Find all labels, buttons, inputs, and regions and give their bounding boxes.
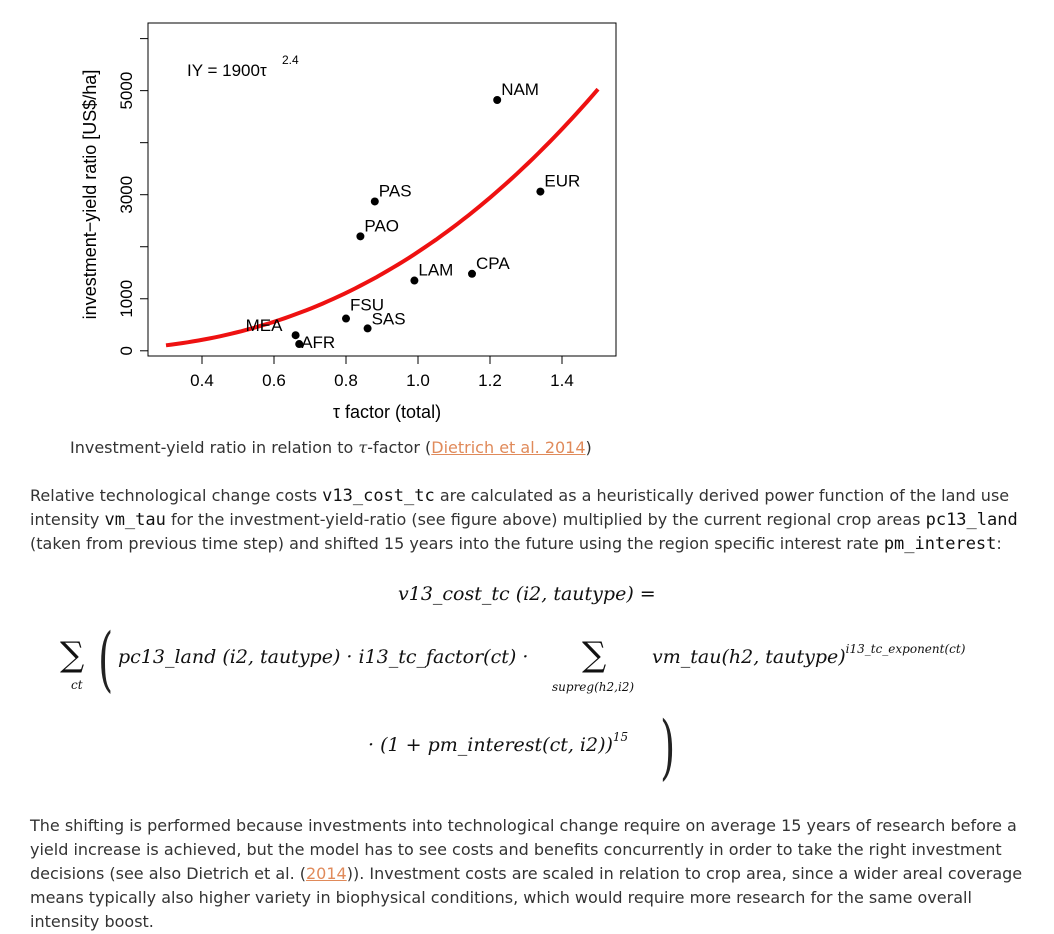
y-tick-label: 3000 <box>117 175 136 214</box>
paragraph-2: The shifting is performed because investments into technological change require on average 15 years of research before a yield increase is achieved, but the model has to see costs and benefits concurrently in order to take the right investment decisions (see also Dietrich et al. (2014)). Investment costs are scaled in relation to crop area, since a wider areal coverage means typically also higher variety in biophysical conditions, which would require more research for the same overall intensity boost. <box>30 816 1023 931</box>
data-point-pas <box>371 197 379 205</box>
caption-text-end: ) <box>585 438 592 457</box>
x-tick-label: 1.0 <box>406 371 430 390</box>
code-pm-interest: pm_interest <box>883 534 997 554</box>
data-label-pas: PAS <box>378 181 412 201</box>
data-point-lam <box>410 277 418 285</box>
y-tick-label: 0 <box>117 346 136 356</box>
data-label-afr: AFR <box>301 333 336 353</box>
y-tick-label: 5000 <box>117 71 136 110</box>
sum-subscript-supreg: supreg(h2,i2) <box>552 680 635 694</box>
code-vm-tau: vm_tau <box>104 510 166 530</box>
data-point-sas <box>364 324 372 332</box>
equation-term-2: vm_tau(h2, tautype)$^{i13\_tc\_exponent(ct)}$ <box>652 642 966 668</box>
data-label-mea: MEA <box>245 316 283 336</box>
sum-symbol-supreg: ∑ <box>582 635 607 675</box>
exponent-tc: i13_tc_exponent(ct) <box>845 642 966 656</box>
figure-caption <box>70 438 592 457</box>
figure-chart <box>60 10 630 430</box>
caption-tau: τ <box>358 438 368 457</box>
exponent-15: 15 <box>612 730 629 744</box>
data-label-lam: LAM <box>418 260 454 280</box>
paragraph-1: Relative technological change costs v13_cost_tc are calculated as a heuristically derived power function of the land use intensity vm_tau for the investment-yield-ratio (see figure above) multiplied by the current regional crop areas pc13_land (taken from previous time step) and shifted 15 years into the future using the region specific interest rate pm_interest: <box>30 486 1018 554</box>
caption-text: Investment-yield ratio in relation to <box>70 438 359 457</box>
x-axis-label: τ factor (total) <box>332 402 442 422</box>
data-label-cpa: CPA <box>476 253 510 273</box>
data-point-fsu <box>342 315 350 323</box>
data-point-pao <box>356 232 364 240</box>
x-tick-label: 0.6 <box>262 371 286 390</box>
equation-annotation: IY = 1900τ <box>187 61 267 80</box>
caption-text-mid: -factor ( <box>367 438 432 457</box>
x-tick-label: 1.4 <box>550 371 574 390</box>
citation-link-2014[interactable]: 2014 <box>305 864 347 883</box>
data-point-eur <box>536 188 544 196</box>
data-label-fsu: FSU <box>350 295 384 315</box>
scatter-plot <box>60 10 630 430</box>
sum-subscript-ct: ct <box>71 678 83 692</box>
equation-term-1: pc13_land (i2, tautype) · i13_tc_factor(ct) · <box>118 646 529 668</box>
caption-citation-link[interactable]: Dietrich et al. 2014 <box>431 438 586 457</box>
x-tick-label: 0.4 <box>190 371 214 390</box>
left-paren: ( <box>98 618 114 700</box>
data-label-pao: PAO <box>364 216 400 236</box>
data-label-eur: EUR <box>544 171 581 191</box>
data-point-mea <box>292 331 300 339</box>
equation-annotation-exponent: 2.4 <box>282 53 299 67</box>
data-label-nam: NAM <box>501 80 539 100</box>
equation-term-3: · (1 + pm_interest(ct, i2))$^{15}$ <box>368 730 629 756</box>
code-pc13-land: pc13_land <box>925 510 1018 530</box>
data-label-sas: SAS <box>371 309 406 329</box>
equation-lhs: v13_cost_tc (i2, tautype) = <box>398 583 656 605</box>
right-paren: ) <box>660 706 676 788</box>
x-tick-label: 1.2 <box>478 371 502 390</box>
sum-symbol-ct: ∑ <box>60 635 85 675</box>
x-tick-label: 0.8 <box>334 371 358 390</box>
code-v13-cost-tc: v13_cost_tc <box>322 486 435 506</box>
y-axis-label: investment−yield ratio [US$/ha] <box>80 69 100 320</box>
data-point-cpa <box>468 270 476 278</box>
y-tick-label: 1000 <box>117 279 136 318</box>
data-point-nam <box>493 96 501 104</box>
